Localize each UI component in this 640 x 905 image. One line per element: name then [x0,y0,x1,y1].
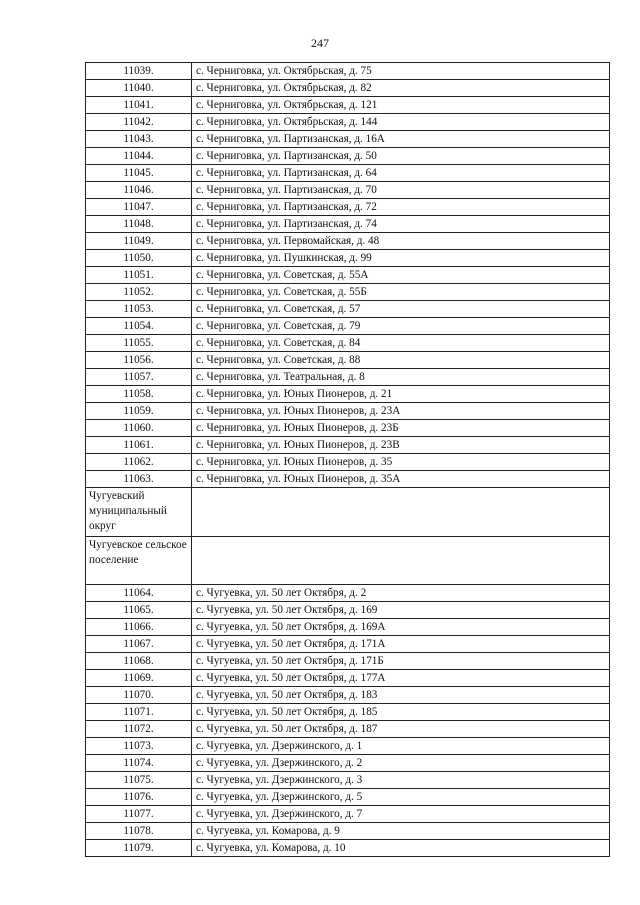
row-number: 11049. [86,233,192,250]
row-address: с. Чугуевка, ул. Дзержинского, д. 2 [192,755,610,772]
table-row [86,738,610,755]
table-row [86,687,610,704]
row-address: с. Чугуевка, ул. 50 лет Октября, д. 171А [192,636,610,653]
row-number: 11047. [86,199,192,216]
row-number: 11042. [86,114,192,131]
table-row [86,585,610,602]
table-row [86,97,610,114]
row-number: 11055. [86,335,192,352]
table-row [86,403,610,420]
row-number: 11060. [86,420,192,437]
row-number: 11061. [86,437,192,454]
row-number: 11057. [86,369,192,386]
row-number: 11046. [86,182,192,199]
row-address: с. Чугуевка, ул. 50 лет Октября, д. 185 [192,704,610,721]
table-row [86,148,610,165]
settlement-empty-cell [192,537,610,585]
row-address: с. Черниговка, ул. Советская, д. 57 [192,301,610,318]
row-address: с. Черниговка, ул. Юных Пионеров, д. 23В [192,437,610,454]
row-number: 11062. [86,454,192,471]
district-row [86,488,610,537]
table-row [86,199,610,216]
row-address: с. Чугуевка, ул. 50 лет Октября, д. 169 [192,602,610,619]
row-number: 11050. [86,250,192,267]
row-address: с. Чугуевка, ул. Дзержинского, д. 7 [192,806,610,823]
row-number: 11066. [86,619,192,636]
address-table [85,62,610,857]
table-row [86,250,610,267]
row-address: с. Черниговка, ул. Пушкинская, д. 99 [192,250,610,267]
row-address: с. Черниговка, ул. Октябрьская, д. 144 [192,114,610,131]
row-number: 11074. [86,755,192,772]
row-address: с. Черниговка, ул. Партизанская, д. 74 [192,216,610,233]
table-section-chuguevka [86,585,610,857]
table-row [86,454,610,471]
table-row [86,318,610,335]
row-address: с. Чугуевка, ул. 50 лет Октября, д. 169А [192,619,610,636]
table-row [86,420,610,437]
row-number: 11065. [86,602,192,619]
district-empty-cell [192,488,610,537]
row-number: 11051. [86,267,192,284]
row-address: с. Черниговка, ул. Юных Пионеров, д. 23Б [192,420,610,437]
table-row [86,806,610,823]
table-row [86,216,610,233]
row-number: 11044. [86,148,192,165]
table-row [86,789,610,806]
table-row [86,653,610,670]
row-address: с. Черниговка, ул. Партизанская, д. 50 [192,148,610,165]
table-row [86,114,610,131]
table-row [86,267,610,284]
row-number: 11067. [86,636,192,653]
row-number: 11069. [86,670,192,687]
row-address: с. Черниговка, ул. Октябрьская, д. 121 [192,97,610,114]
row-address: с. Черниговка, ул. Юных Пионеров, д. 35А [192,471,610,488]
table-section-headers [86,488,610,585]
table-row [86,721,610,738]
row-address: с. Черниговка, ул. Советская, д. 55Б [192,284,610,301]
row-number: 11064. [86,585,192,602]
table-row [86,63,610,80]
row-number: 11054. [86,318,192,335]
row-address: с. Черниговка, ул. Советская, д. 84 [192,335,610,352]
row-number: 11076. [86,789,192,806]
table-row [86,335,610,352]
table-row [86,670,610,687]
row-address: с. Чугуевка, ул. Дзержинского, д. 3 [192,772,610,789]
table-row [86,165,610,182]
row-number: 11043. [86,131,192,148]
row-number: 11041. [86,97,192,114]
row-address: с. Чугуевка, ул. Комарова, д. 9 [192,823,610,840]
row-number: 11078. [86,823,192,840]
row-number: 11058. [86,386,192,403]
row-address: с. Чугуевка, ул. Дзержинского, д. 5 [192,789,610,806]
row-address: с. Чугуевка, ул. 50 лет Октября, д. 187 [192,721,610,738]
row-address: с. Чугуевка, ул. 50 лет Октября, д. 177А [192,670,610,687]
settlement-label: Чугуевское сельское поселение [86,537,192,585]
row-number: 11053. [86,301,192,318]
table-row [86,369,610,386]
row-address: с. Черниговка, ул. Партизанская, д. 70 [192,182,610,199]
table-row [86,602,610,619]
table-row [86,755,610,772]
row-address: с. Черниговка, ул. Партизанская, д. 16А [192,131,610,148]
row-address: с. Черниговка, ул. Театральная, д. 8 [192,369,610,386]
table-row [86,80,610,97]
row-number: 11059. [86,403,192,420]
table-row [86,437,610,454]
row-address: с. Черниговка, ул. Октябрьская, д. 82 [192,80,610,97]
row-address: с. Черниговка, ул. Октябрьская, д. 75 [192,63,610,80]
row-address: с. Черниговка, ул. Советская, д. 79 [192,318,610,335]
table-row [86,284,610,301]
row-address: с. Чугуевка, ул. Дзержинского, д. 1 [192,738,610,755]
row-number: 11071. [86,704,192,721]
table-row [86,704,610,721]
settlement-row [86,537,610,585]
row-number: 11073. [86,738,192,755]
row-number: 11040. [86,80,192,97]
row-number: 11079. [86,840,192,857]
row-number: 11077. [86,806,192,823]
row-number: 11056. [86,352,192,369]
table-row [86,823,610,840]
table-row [86,772,610,789]
page-number: 247 [311,36,329,50]
row-number: 11039. [86,63,192,80]
row-address: с. Черниговка, ул. Партизанская, д. 72 [192,199,610,216]
row-number: 11068. [86,653,192,670]
row-address: с. Черниговка, ул. Юных Пионеров, д. 21 [192,386,610,403]
row-address: с. Черниговка, ул. Юных Пионеров, д. 35 [192,454,610,471]
table-row [86,131,610,148]
table-row [86,636,610,653]
table-row [86,840,610,857]
district-label: Чугуевский муниципальный округ [86,488,192,537]
row-address: с. Черниговка, ул. Советская, д. 55А [192,267,610,284]
row-address: с. Чугуевка, ул. 50 лет Октября, д. 171Б [192,653,610,670]
table-row [86,352,610,369]
row-address: с. Черниговка, ул. Юных Пионеров, д. 23А [192,403,610,420]
row-number: 11045. [86,165,192,182]
table-row [86,233,610,250]
row-address: с. Черниговка, ул. Первомайская, д. 48 [192,233,610,250]
row-address: с. Чугуевка, ул. 50 лет Октября, д. 183 [192,687,610,704]
row-number: 11075. [86,772,192,789]
row-number: 11072. [86,721,192,738]
table-row [86,182,610,199]
table-row [86,471,610,488]
table-row [86,386,610,403]
row-number: 11070. [86,687,192,704]
row-number: 11052. [86,284,192,301]
row-address: с. Черниговка, ул. Советская, д. 88 [192,352,610,369]
row-number: 11063. [86,471,192,488]
row-number: 11048. [86,216,192,233]
row-address: с. Черниговка, ул. Партизанская, д. 64 [192,165,610,182]
row-address: с. Чугуевка, ул. 50 лет Октября, д. 2 [192,585,610,602]
table-section-chernigovka [86,63,610,488]
table-row [86,301,610,318]
row-address: с. Чугуевка, ул. Комарова, д. 10 [192,840,610,857]
table-row [86,619,610,636]
